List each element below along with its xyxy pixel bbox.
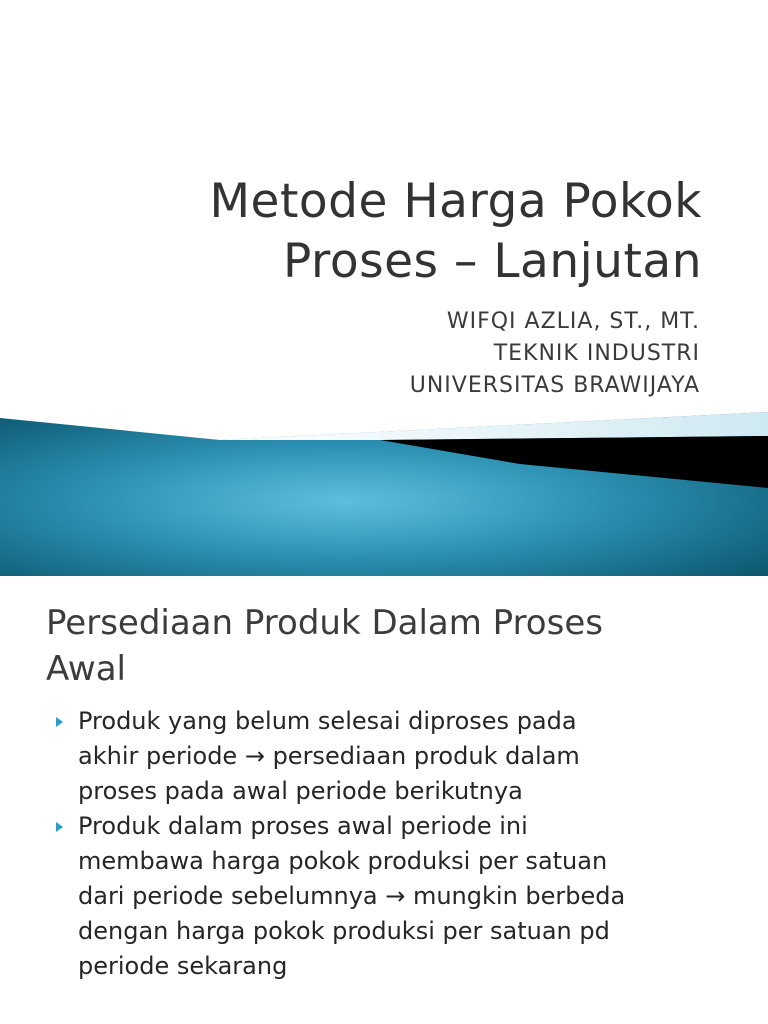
content-heading (46, 600, 736, 692)
slide-title-line-2: Proses – Lanjutan (283, 234, 702, 289)
decorative-band (0, 410, 768, 576)
content-slide (0, 576, 768, 1024)
bullet-line: proses pada awal periode berikutnya (78, 777, 523, 805)
triangle-bullet-icon (56, 822, 63, 832)
university-name: UNIVERSITAS BRAWIJAYA (409, 373, 700, 398)
bullet-line: dengan harga pokok produksi per satuan pd (78, 917, 610, 945)
bullet-item (56, 704, 746, 809)
slide-title-line-1: Metode Harga Pokok (209, 174, 702, 229)
triangle-bullet-icon (56, 717, 63, 727)
department-name: TEKNIK INDUSTRI (493, 341, 700, 366)
bullet-line: Produk yang belum selesai diproses pada (78, 707, 577, 735)
author-name: WIFQI AZLIA, ST., MT. (446, 309, 700, 334)
bullet-line: periode sekarang (78, 952, 288, 980)
bullet-item (56, 809, 746, 984)
bullet-line: Produk dalam proses awal periode ini (78, 812, 528, 840)
content-heading-line-1: Persediaan Produk Dalam Proses (46, 603, 603, 643)
bullet-line: dari periode sebelumnya → mungkin berbeda (78, 882, 626, 910)
bullet-list (56, 704, 746, 984)
bullet-line: akhir periode → persediaan produk dalam (78, 742, 580, 770)
slide-subtitle (410, 306, 700, 402)
slide-title (210, 172, 703, 292)
content-heading-line-2: Awal (46, 649, 126, 689)
bullet-line: membawa harga pokok produksi per satuan (78, 847, 608, 875)
